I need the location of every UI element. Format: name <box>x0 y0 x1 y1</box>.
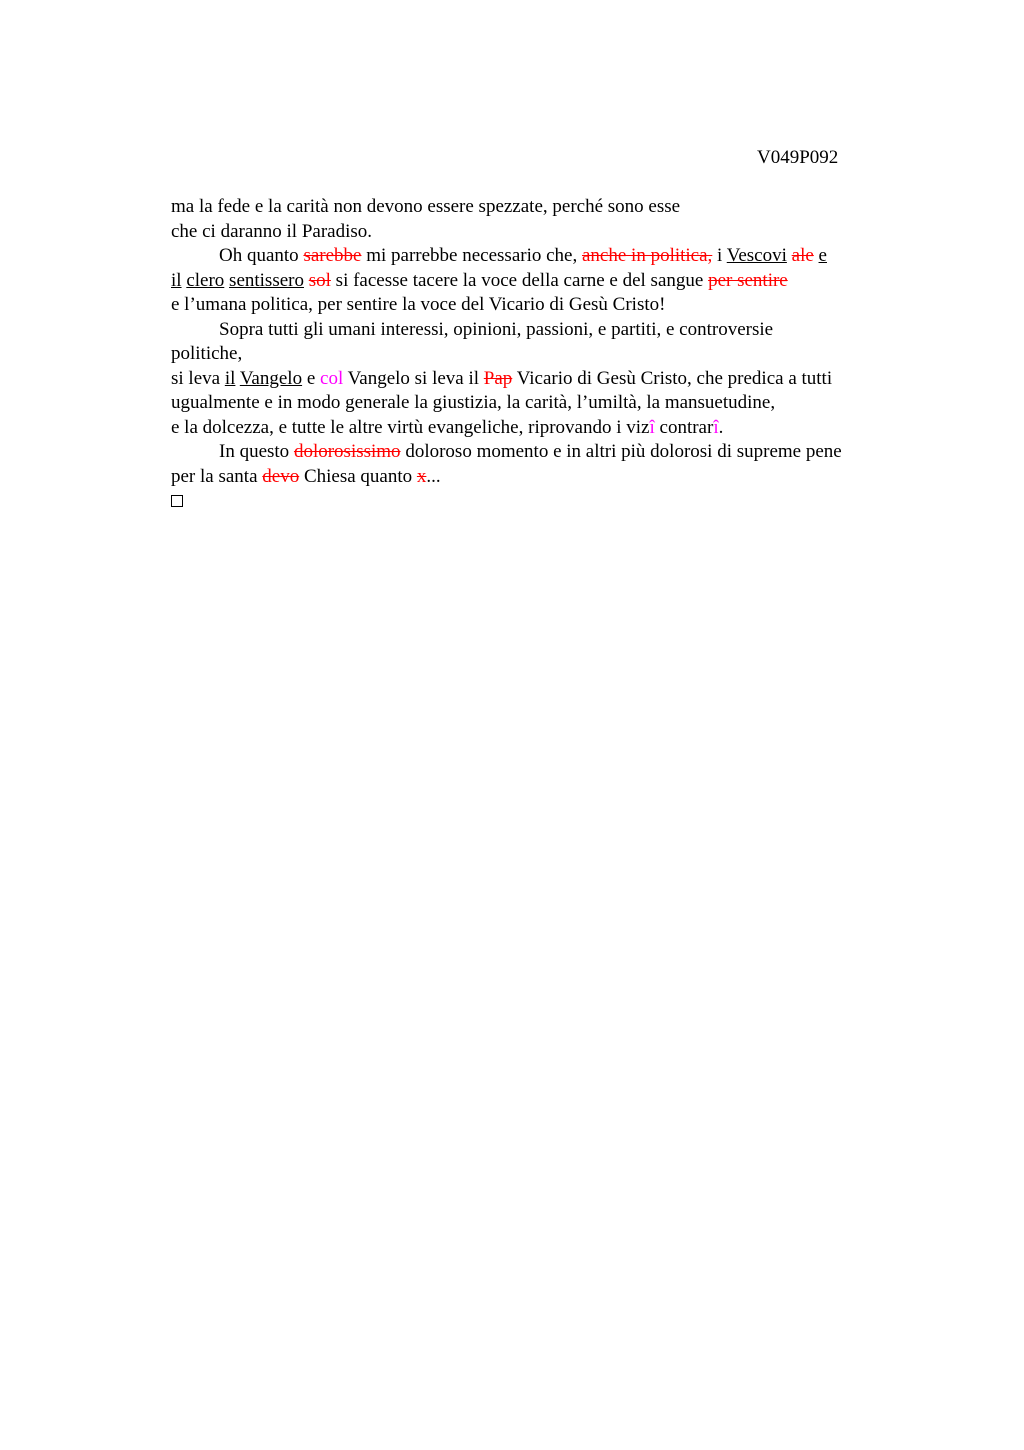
text-run: e <box>302 367 321 389</box>
text-line <box>171 465 911 490</box>
inserted-text: î <box>649 416 655 438</box>
underlined-text: Vescovi <box>726 245 787 266</box>
inserted-text: î <box>713 416 719 438</box>
text-line <box>171 440 911 465</box>
text-line <box>171 391 911 416</box>
text-line <box>171 220 911 245</box>
text-run: politiche, <box>171 343 243 364</box>
deleted-text: ale <box>791 245 814 266</box>
text-line <box>171 416 911 441</box>
deleted-text: anche in politica, <box>581 245 713 266</box>
deleted-text: x <box>416 465 427 487</box>
underlined-text: Vangelo <box>239 367 303 389</box>
inserted-text: col <box>320 367 344 389</box>
deleted-text: per sentire <box>708 269 788 291</box>
deleted-text: dolorosissimo <box>293 441 401 462</box>
text-run: Chiesa quanto <box>299 465 417 487</box>
text-run: per la santa <box>171 465 263 487</box>
underlined-text: il <box>224 367 236 389</box>
text-run: ugualmente e in modo generale la giustizia, la carità, l’umiltà, la mansuetudine, <box>171 392 776 413</box>
text-run: Sopra tutti gli umani interessi, opinioni, passioni, e partiti, e controversie <box>219 318 774 340</box>
text-run: Vicario di Gesù Cristo, che predica a tutti <box>512 367 833 389</box>
text-run: i <box>712 245 727 266</box>
text-run: si leva <box>171 367 225 389</box>
page-identifier: V049P092 <box>757 147 839 168</box>
underlined-text: sentissero <box>229 269 304 291</box>
text-run: . <box>718 416 724 438</box>
end-marker-line <box>171 489 911 515</box>
empty-square-icon <box>171 495 183 507</box>
text-run: e la dolcezza, e tutte le altre virtù evangeliche, riprovando i viz <box>171 416 650 438</box>
text-run: ma la fede e la carità non devono essere spezzate, perché sono esse <box>171 196 681 217</box>
text-run: Oh quanto <box>219 245 304 266</box>
deleted-text: sarebbe <box>303 245 362 266</box>
deleted-text: Pap <box>483 367 513 389</box>
text-line <box>171 244 911 269</box>
text-run: Vangelo si leva il <box>343 367 484 389</box>
text-run: e l’umana politica, per sentire la voce del Vicario di Gesù Cristo! <box>171 294 666 315</box>
underlined-text: il <box>171 269 182 291</box>
text-run: doloroso momento e in altri più dolorosi di supreme pene <box>400 441 842 462</box>
text-line <box>171 342 911 367</box>
text-run: che ci daranno il Paradiso. <box>171 220 373 242</box>
deleted-text: devo <box>262 465 300 487</box>
text-run: contrar <box>654 416 714 438</box>
text-run: mi parrebbe necessario che, <box>361 245 582 266</box>
underlined-text: e <box>818 245 827 266</box>
manuscript-transcription <box>171 195 911 515</box>
text-run: In questo <box>219 441 294 462</box>
text-line <box>171 269 911 294</box>
text-line <box>171 293 911 318</box>
text-run: si facesse tacere la voce della carne e del sangue <box>330 269 709 291</box>
deleted-text: sol <box>308 269 331 291</box>
underlined-text: clero <box>186 269 225 291</box>
text-line <box>171 318 911 343</box>
text-run: ... <box>426 465 441 487</box>
text-line <box>171 367 911 392</box>
text-line <box>171 195 911 220</box>
